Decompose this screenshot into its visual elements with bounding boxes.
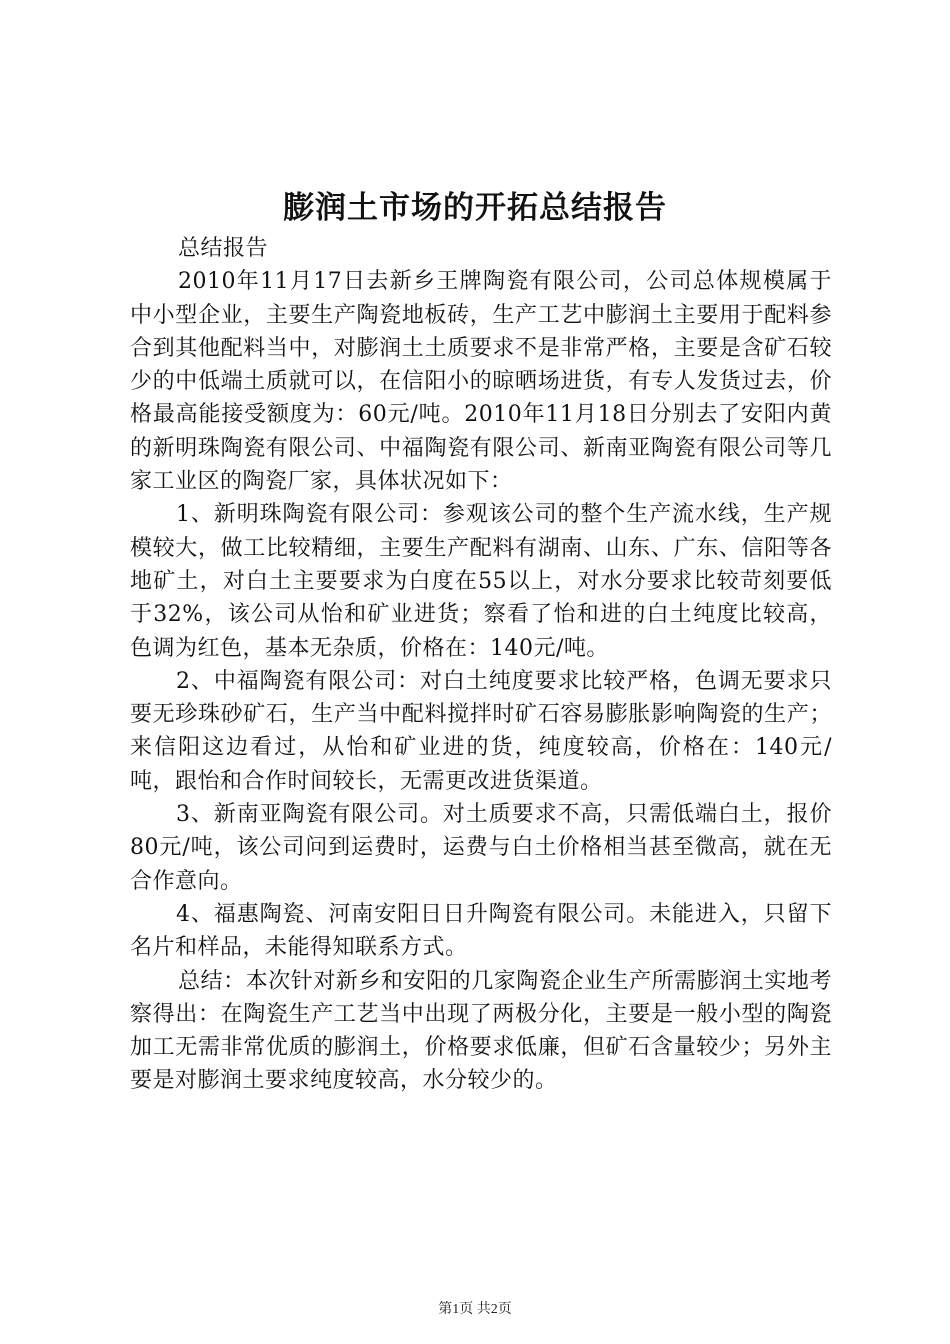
intro-paragraph: 2010年11月17日去新乡王牌陶瓷有限公司，公司总体规模属于中小型企业，主要生产陶瓷地板砖，生产工艺中膨润土主要用于配料参合到其他配料当中，对膨润土土质要求不是非常严格，主要是含矿石较少的中低端土质就可以，在信阳小的晾晒场进货，有专人发货过去，价格最高能接受额度为：60元/吨。2010年11月18日分别去了安阳内黄的新明珠陶瓷有限公司、中福陶瓷有限公司、新南亚陶瓷有限公司等几家工业区的陶瓷厂家，具体状况如下： — [130, 269, 832, 495]
page-footer: 第1页 共2页 — [438, 1302, 512, 1317]
item-paragraph-2: 2、中福陶瓷有限公司：对白土纯度要求比较严格，色调无要求只要无珍珠砂矿石，生产当中配料搅拌时矿石容易膨胀影响陶瓷的生产；来信阳这边看过，从怡和矿业进的货，纯度较高，价格在：140元/吨，跟怡和合作时间较长，无需更改进货渠道。 — [130, 668, 832, 794]
document-title: 膨润土市场的开拓总结报告 — [283, 190, 667, 226]
item-paragraph-3: 3、新南亚陶瓷有限公司。对土质要求不高，只需低端白土，报价80元/吨，该公司问到运费时，运费与白土价格相当甚至微高，就在无合作意向。 — [130, 802, 832, 894]
item-paragraph-1: 1、新明珠陶瓷有限公司：参观该公司的整个生产流水线，生产规模较大，做工比较精细，主要生产配料有湖南、山东、广东、信阳等各地矿土，对白土主要要求为白度在55以上，对水分要求比较苛刻要低于32%，该公司从怡和矿业进货；察看了怡和进的白土纯度比较高，色调为红色，基本无杂质，价格在：140元/吨。 — [130, 502, 832, 661]
summary-paragraph: 总结：本次针对新乡和安阳的几家陶瓷企业生产所需膨润土实地考察得出：在陶瓷生产工艺当中出现了两极分化，主要是一般小型的陶瓷加工无需非常优质的膨润土，价格要求低廉，但矿石含量较少；另外主要是对膨润土要求纯度较高，水分较少的。 — [130, 968, 832, 1094]
section-heading: 总结报告 — [178, 236, 269, 261]
item-paragraph-4: 4、福惠陶瓷、河南安阳日日升陶瓷有限公司。未能进入，只留下名片和样品，未能得知联系方式。 — [130, 901, 832, 961]
document-body — [130, 232, 832, 1098]
